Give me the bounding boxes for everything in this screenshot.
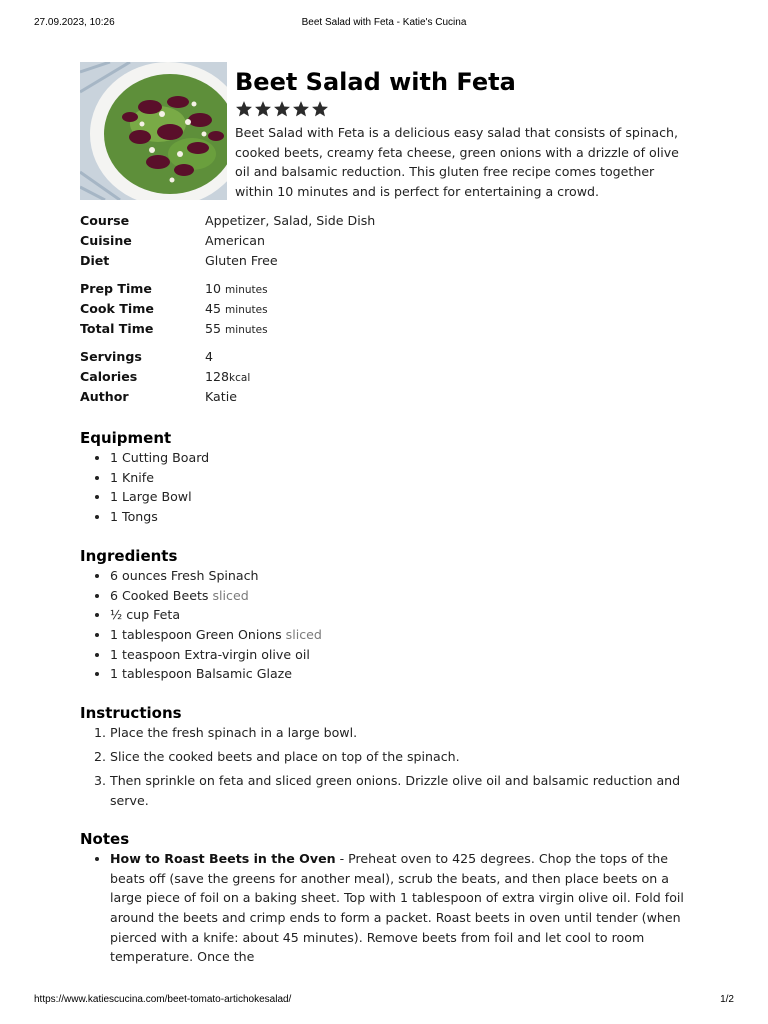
- ingredient-main: ½ cup Feta: [110, 607, 181, 623]
- total-time-value: 55: [205, 320, 222, 336]
- meta-label: Diet: [80, 252, 110, 268]
- meta-value: Katie: [205, 388, 237, 404]
- meta-value: [205, 301, 268, 316]
- meta-course: [80, 210, 686, 230]
- instruction-step: 1. Place the fresh spinach in a large bowl.: [110, 723, 686, 743]
- instruction-step: 2. Slice the cooked beets and place on top of the spinach.: [110, 747, 686, 767]
- star-icon: [235, 100, 253, 118]
- cook-time-unit: minutes: [225, 303, 268, 316]
- meta-value: [205, 321, 268, 336]
- list-item: • 1 Knife: [110, 468, 686, 488]
- print-page-title: Beet Salad with Feta - Katie's Cucina: [301, 17, 467, 28]
- meta-value: Appetizer, Salad, Side Dish: [205, 212, 376, 228]
- list-item: [110, 625, 686, 645]
- meta-label: Calories: [80, 368, 138, 384]
- recipe-photo-illustration: [80, 62, 227, 200]
- ingredient-note: sliced: [212, 587, 249, 603]
- print-header: [34, 17, 734, 31]
- list-item: [110, 605, 686, 625]
- list-item: [110, 849, 686, 967]
- ingredient-main: 1 tablespoon Green Onions: [110, 626, 282, 642]
- meta-label: Prep Time: [80, 280, 152, 296]
- equipment-list: [80, 448, 686, 527]
- instructions-heading: Instructions: [80, 704, 182, 723]
- instructions-list: [80, 723, 686, 810]
- meta-label: Total Time: [80, 320, 154, 336]
- print-page-number: 1/2: [720, 994, 734, 1005]
- equipment-heading: Equipment: [80, 429, 172, 447]
- meta-diet: [80, 250, 686, 270]
- recipe-meta: [80, 210, 686, 406]
- meta-value: [205, 369, 250, 384]
- print-url: https://www.katiescucina.com/beet-tomato-artichokesalad/: [34, 994, 292, 1005]
- notes-section: [80, 829, 686, 967]
- ingredients-heading: Ingredients: [80, 546, 178, 565]
- meta-value: [205, 281, 268, 296]
- meta-cook-time: [80, 298, 686, 318]
- meta-total-time: [80, 318, 686, 338]
- recipe-hero: [80, 62, 686, 210]
- star-icon: [311, 100, 329, 118]
- meta-group-times: [80, 278, 686, 338]
- meta-label: Cuisine: [80, 232, 132, 248]
- instruction-step: 3. Then sprinkle on feta and sliced green onions. Drizzle olive oil and balsamic reduction and serve.: [110, 771, 686, 810]
- ingredients-list: [80, 566, 686, 684]
- note-text: - Preheat oven to 425 degrees. Chop the tops of the beats off (save the greens for another meal), scrub the beats, and then place beets on a large piece of foil on a baking sheet. Top with 1 tablespoon of extra virgin olive oil. Fold foil around the beets and crimp ends to form a packet. Roast beets in oven until tender (when pierced with a knife: about 45 minutes). Remove beets from foil and let cool to room temperature. Once the: [110, 850, 684, 965]
- meta-group-tags: [80, 210, 686, 270]
- print-footer: [34, 994, 734, 1008]
- calories-value: 128: [205, 368, 230, 384]
- ingredient-main: 6 ounces Fresh Spinach: [110, 567, 259, 583]
- meta-calories: [80, 366, 686, 386]
- list-item: [110, 645, 686, 665]
- cook-time-value: 45: [205, 300, 222, 316]
- meta-label: Course: [80, 212, 130, 228]
- meta-value: 4: [205, 348, 214, 364]
- note-title: How to Roast Beets in the Oven: [110, 850, 336, 866]
- ingredient-main: 6 Cooked Beets: [110, 587, 209, 603]
- ingredient-note: sliced: [285, 626, 322, 642]
- list-item: • 1 Cutting Board: [110, 448, 686, 468]
- total-time-unit: minutes: [225, 323, 268, 336]
- star-icon: [254, 100, 272, 118]
- ingredient-main: 1 tablespoon Balsamic Glaze: [110, 666, 293, 682]
- meta-label: Servings: [80, 348, 142, 364]
- recipe-title: Beet Salad with Feta: [235, 68, 516, 96]
- meta-servings: [80, 346, 686, 366]
- recipe-card: [80, 62, 686, 967]
- meta-cuisine: [80, 230, 686, 250]
- print-datetime: 27.09.2023, 10:26: [34, 17, 115, 28]
- meta-label: Author: [80, 388, 129, 404]
- list-item: [110, 586, 686, 606]
- meta-group-details: [80, 346, 686, 406]
- recipe-rating: [235, 100, 686, 118]
- notes-list: [80, 849, 686, 967]
- list-item: • 1 Tongs: [110, 507, 686, 527]
- notes-heading: Notes: [80, 829, 130, 848]
- meta-value: American: [205, 232, 265, 248]
- recipe-hero-text: [235, 62, 686, 201]
- prep-time-unit: minutes: [225, 283, 268, 296]
- meta-author: [80, 386, 686, 406]
- recipe-photo: [80, 62, 227, 200]
- star-icon: [273, 100, 291, 118]
- ingredient-main: 1 teaspoon Extra-virgin olive oil: [110, 646, 310, 662]
- equipment-section: [80, 428, 686, 527]
- meta-value: Gluten Free: [205, 252, 278, 268]
- meta-prep-time: [80, 278, 686, 298]
- calories-unit: kcal: [229, 371, 251, 384]
- list-item: [110, 664, 686, 684]
- meta-label: Cook Time: [80, 300, 154, 316]
- list-item: • 1 Large Bowl: [110, 487, 686, 507]
- instructions-section: [80, 703, 686, 810]
- recipe-summary: Beet Salad with Feta is a delicious easy salad that consists of spinach, cooked beets, creamy feta cheese, green onions with a drizzle of olive oil and balsamic reduction. This gluten free recipe comes together within 10 minutes and is perfect for entertaining a crowd.: [235, 125, 679, 199]
- ingredients-section: [80, 546, 686, 684]
- prep-time-value: 10: [205, 280, 222, 296]
- star-icon: [292, 100, 310, 118]
- list-item: [110, 566, 686, 586]
